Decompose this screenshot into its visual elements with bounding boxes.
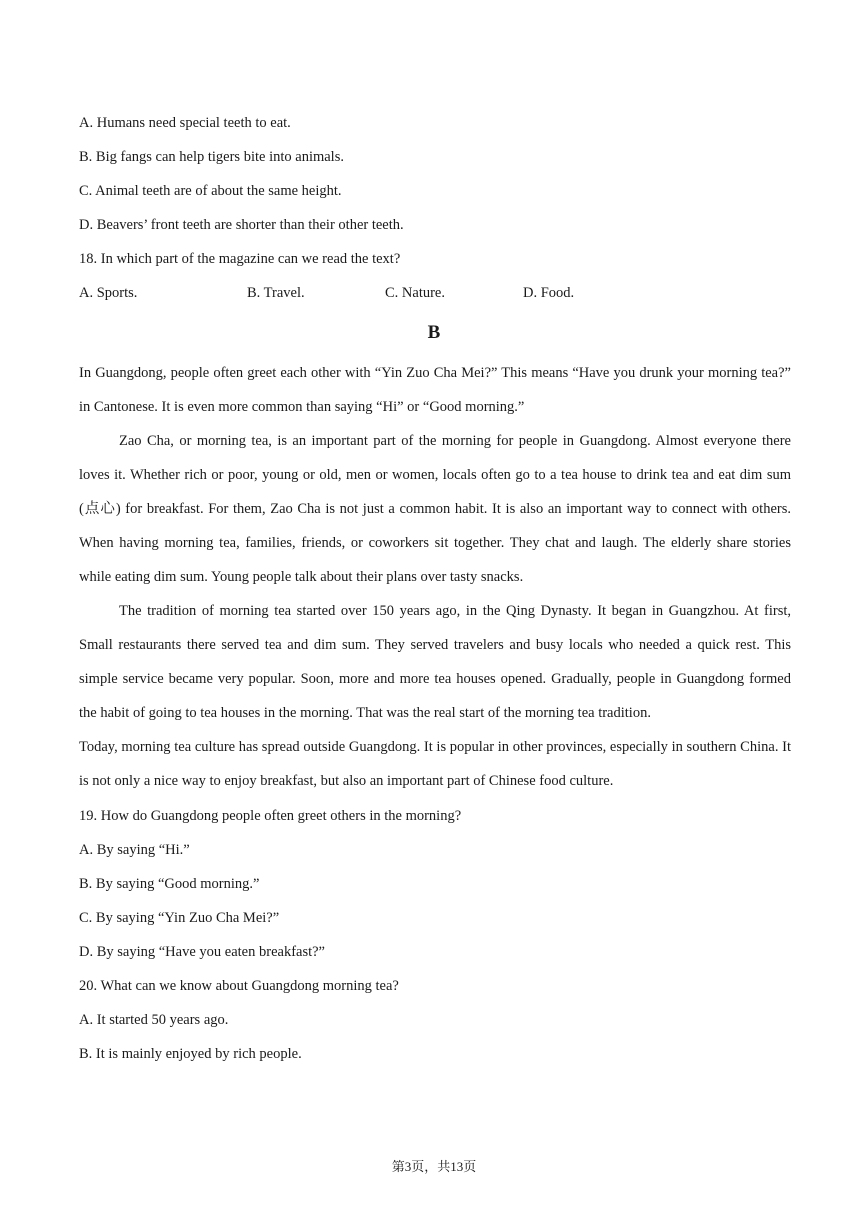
passage-paragraph-1: In Guangdong, people often greet each other with “Yin Zuo Cha Mei?” This means “Have you drunk your morning tea?” in Cantonese. It is even more common than saying “Hi” or “Good morning.” [79,365,791,415]
q17-option-d: D. Beavers’ front teeth are shorter than their other teeth. [79,217,404,233]
q19-question: 19. How do Guangdong people often greet others in the morning? [79,808,462,824]
q18-option-c: C. Nature. [385,285,445,301]
q19-option-d: D. By saying “Have you eaten breakfast?” [79,944,325,960]
q19-option-a: A. By saying “Hi.” [79,842,190,858]
passage-paragraph-4: Today, morning tea culture has spread outside Guangdong. It is popular in other provinces, especially in southern China. It is not only a nice way to enjoy breakfast, but also an important part of Chinese food culture. [79,739,791,789]
q18-option-a: A. Sports. [79,285,138,301]
q17-option-c: C. Animal teeth are of about the same height. [79,183,342,199]
q18-question: 18. In which part of the magazine can we read the text? [79,251,401,267]
q17-option-a: A. Humans need special teeth to eat. [79,115,291,131]
passage-paragraph-3: The tradition of morning tea started over 150 years ago, in the Qing Dynasty. It began in Guangzhou. At first, Small restaurants there served tea and dim sum. They served travelers and busy locals who needed a quick rest. This simple service became very popular. Soon, more and more tea houses opened. Gradually, people in Guangdong formed the habit of going to tea houses in the morning. That was the real start of the morning tea tradition. [79,603,791,721]
q18-options [79,283,574,303]
q17-option-b: B. Big fangs can help tigers bite into animals. [79,149,344,165]
page-footer: 第3页，共13页 [391,1159,477,1174]
section-title: B [427,322,441,343]
q20-question: 20. What can we know about Guangdong morning tea? [79,978,399,994]
passage-paragraph-2: Zao Cha, or morning tea, is an important part of the morning for people in Guangdong. Almost everyone there loves it. Whether rich or poor, young or old, men or women, locals often go to a tea house to drink tea and eat dim sum (点心) for breakfast. For them, Zao Cha is not just a common habit. It is also an important way to connect with others. When having morning tea, families, friends, or coworkers sit together. They chat and laugh. The elderly share stories while eating dim sum. Young people talk about their plans over tasty snacks. [79,433,791,585]
q20-option-a: A. It started 50 years ago. [79,1012,229,1028]
q20-option-b: B. It is mainly enjoyed by rich people. [79,1046,302,1062]
q18-option-b: B. Travel. [247,285,305,301]
q19-option-b: B. By saying “Good morning.” [79,876,260,892]
q18-option-d: D. Food. [523,285,575,301]
q19-option-c: C. By saying “Yin Zuo Cha Mei?” [79,910,280,926]
